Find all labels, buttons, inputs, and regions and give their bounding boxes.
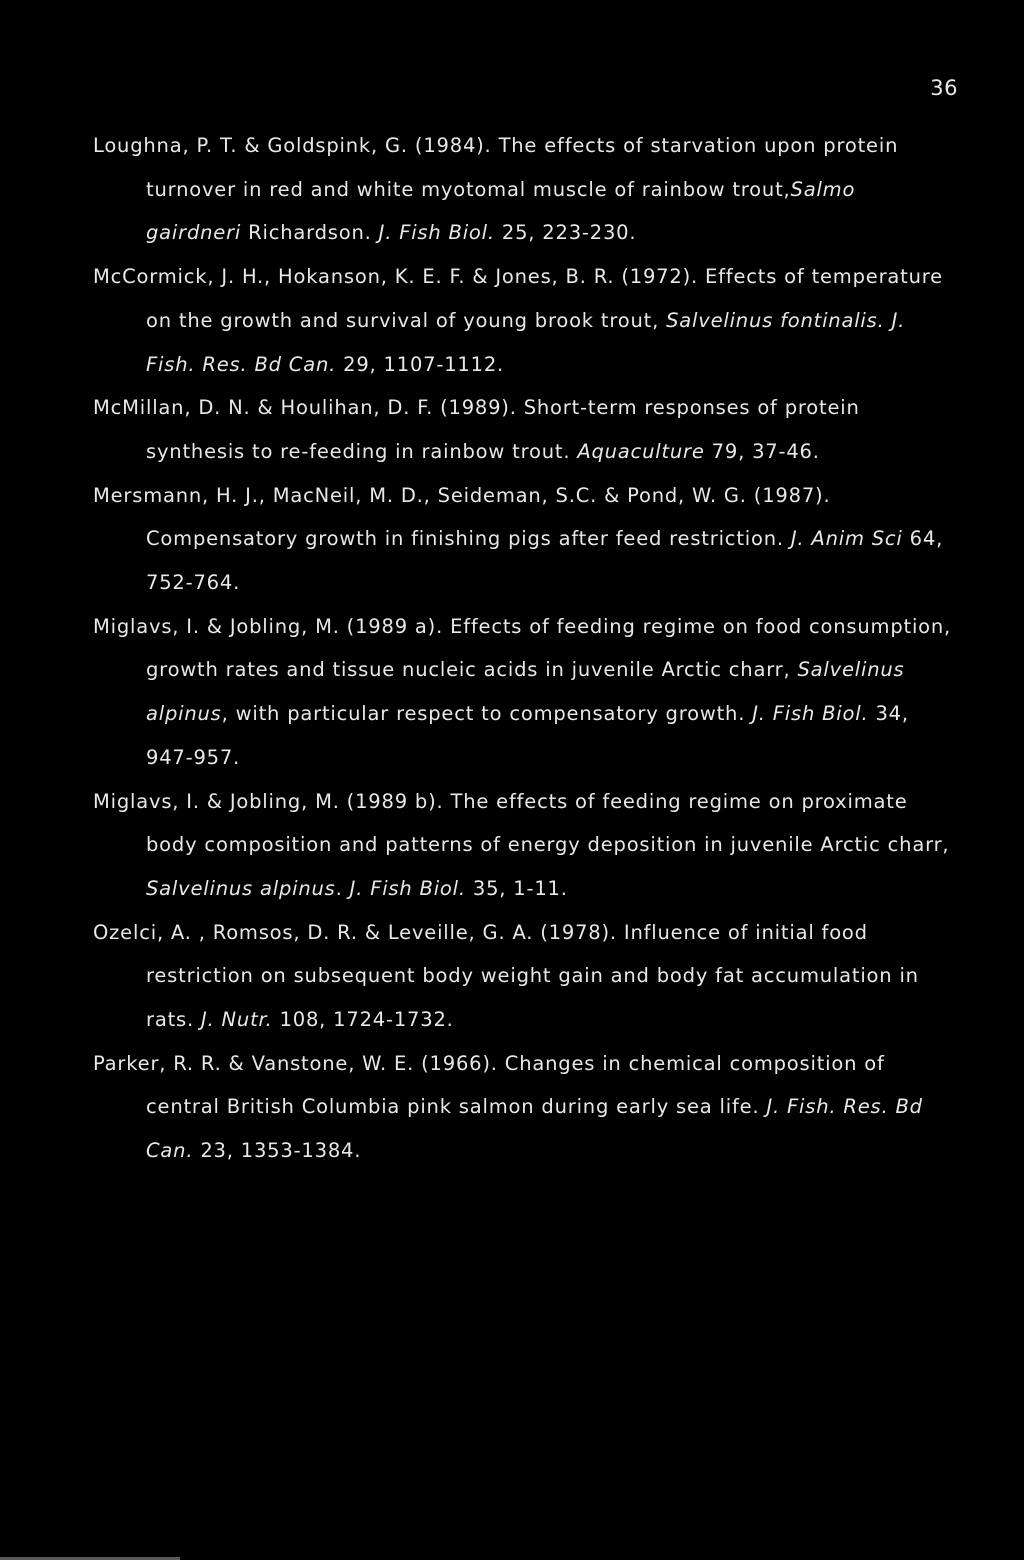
reference-title: Changes in chemical composition of central British Columbia pink salmon during early sea life. bbox=[146, 1051, 885, 1119]
reference-journal: J. Fish Biol. bbox=[349, 876, 466, 900]
reference-citation: 108, 1724-1732. bbox=[279, 1008, 454, 1032]
reference-species: Salvelinus alpinus bbox=[146, 876, 336, 900]
reference-journal: J. Fish. Res. Bd Can. bbox=[146, 1095, 923, 1163]
reference-journal: J. Fish. Res. Bd Can. bbox=[146, 308, 906, 376]
reference-entry bbox=[93, 605, 953, 780]
reference-citation: 34, 947-957. bbox=[146, 702, 909, 769]
reference-journal: J. Fish Biol. bbox=[378, 221, 495, 245]
reference-citation: 79, 37-46. bbox=[711, 439, 820, 463]
reference-entry bbox=[93, 1042, 953, 1173]
reference-authors: Miglavs, I. & Jobling, M. (1989 b). bbox=[93, 789, 444, 813]
reference-authors: McMillan, D. N. & Houlihan, D. F. (1989). bbox=[93, 396, 517, 420]
reference-list bbox=[93, 124, 953, 1173]
reference-title: Influence of initial food restriction on subsequent body weight gain and body fat accumulation in rats. bbox=[146, 920, 919, 1032]
reference-journal: J. Anim Sci bbox=[790, 527, 903, 551]
reference-species: Salvelinus alpinus bbox=[146, 658, 905, 726]
page-number: 36 bbox=[930, 76, 958, 100]
reference-title-continued: Richardson. bbox=[248, 221, 372, 245]
reference-entry bbox=[93, 911, 953, 1042]
reference-authors: Parker, R. R. & Vanstone, W. E. (1966). bbox=[93, 1051, 498, 1075]
reference-title: Effects of feeding regime on food consumption, growth rates and tissue nucleic acids in juvenile Arctic charr, bbox=[146, 614, 952, 682]
reference-species: Salmo gairdneri bbox=[146, 177, 856, 245]
reference-title: Short-term responses of protein synthesis to re-feeding in rainbow trout. bbox=[146, 396, 860, 463]
reference-authors: Mersmann, H. J., MacNeil, M. D., Seideman, S.C. & Pond, W. G. (1987). bbox=[93, 483, 831, 507]
reference-title: The effects of feeding regime on proximate body composition and patterns of energy deposition in juvenile Arctic charr, bbox=[146, 789, 950, 857]
reference-citation: 64, 752-764. bbox=[146, 527, 944, 595]
reference-title-continued: , with particular respect to compensatory growth. bbox=[221, 702, 746, 726]
reference-authors: McCormick, J. H., Hokanson, K. E. F. & Jones, B. R. (1972). bbox=[93, 265, 698, 289]
reference-citation: 29, 1107-1112. bbox=[343, 352, 505, 376]
reference-entry bbox=[93, 386, 953, 473]
reference-authors: Loughna, P. T. & Goldspink, G. (1984). bbox=[93, 134, 492, 157]
reference-entry bbox=[93, 474, 953, 605]
reference-entry bbox=[93, 780, 953, 911]
reference-species: Salvelinus fontinalis. bbox=[666, 308, 885, 332]
reference-citation: 35, 1-11. bbox=[472, 876, 568, 900]
reference-title: Compensatory growth in finishing pigs after feed restriction. bbox=[146, 527, 784, 551]
reference-entry bbox=[93, 255, 953, 386]
reference-citation: 23, 1353-1384. bbox=[200, 1139, 362, 1163]
reference-journal: Aquaculture bbox=[577, 439, 705, 463]
reference-citation: 25, 223-230. bbox=[501, 221, 637, 245]
reference-title: Effects of temperature on the growth and survival of young brook trout, bbox=[146, 265, 943, 332]
reference-title-continued: . bbox=[335, 876, 343, 900]
reference-journal: J. Nutr. bbox=[200, 1008, 273, 1032]
reference-title: The effects of starvation upon protein turnover in red and white myotomal muscle of rainbow trout, bbox=[146, 134, 899, 201]
reference-authors: Miglavs, I. & Jobling, M. (1989 a). bbox=[93, 614, 444, 638]
reference-authors: Ozelci, A. , Romsos, D. R. & Leveille, G. A. (1978). bbox=[93, 920, 617, 944]
reference-entry bbox=[93, 124, 953, 255]
reference-journal: J. Fish Biol. bbox=[752, 702, 869, 726]
